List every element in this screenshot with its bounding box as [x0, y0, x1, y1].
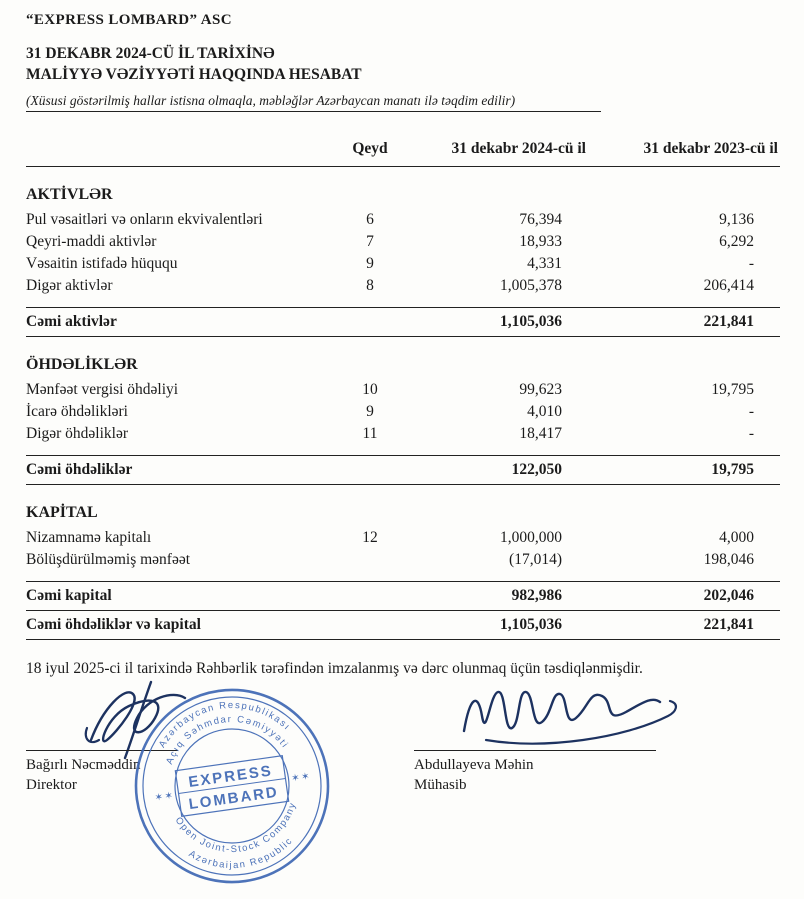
stamp-brand-line1: EXPRESS [187, 762, 274, 791]
row-value-2024: 1,000,000 [500, 528, 562, 546]
stamp-star-outer-left-icon: ✶ [154, 791, 164, 804]
company-name: “EXPRESS LOMBARD” ASC [26, 12, 232, 28]
row-value-2024: 18,417 [519, 424, 562, 442]
row-value-2023: 9,136 [719, 210, 754, 228]
row-value-2023: 19,795 [711, 380, 754, 398]
row-label: İcarə öhdəlikləri [26, 402, 128, 420]
grand-total-value-2023: 221,841 [703, 615, 754, 633]
company-stamp [119, 673, 345, 899]
statement-date-line: 31 DEKABR 2024-CÜ İL TARİXİNƏ [26, 45, 275, 62]
row-value-2023: - [748, 424, 754, 442]
director-signatory [26, 755, 141, 795]
column-header-2024: 31 dekabr 2024-cü il [451, 139, 586, 157]
row-value-2024: 4,331 [527, 254, 562, 272]
total-value-2023: 19,795 [711, 460, 754, 478]
section-heading-assets: AKTİVLƏR [26, 185, 113, 203]
row-label: Digər öhdəliklər [26, 424, 129, 442]
accountant-signatory [414, 755, 534, 795]
row-note-ref: 9 [366, 402, 374, 420]
table-row [26, 275, 780, 297]
grand-total-label: Cəmi öhdəliklər və kapital [26, 615, 201, 633]
row-value-2023: 6,292 [719, 232, 754, 250]
accountant-signature-line [414, 750, 656, 751]
grand-total-value-2024: 1,105,036 [500, 615, 562, 633]
row-note-ref: 6 [366, 210, 374, 228]
director-title: Direktor [26, 776, 77, 793]
row-label: Pul vəsaitləri və onların ekvivalentləri [26, 210, 263, 228]
assets-rows [26, 209, 780, 297]
stamp-arc-company-type-az: Açıq Səhmdar Cəmiyyəti [164, 713, 291, 766]
column-header-2023: 31 dekabr 2023-cü il [643, 139, 778, 157]
row-value-2023: - [748, 254, 754, 272]
row-label: Mənfəət vergisi öhdəliyi [26, 380, 179, 398]
row-note-ref: 9 [366, 254, 374, 272]
table-row [26, 379, 780, 401]
total-value-2024: 122,050 [511, 460, 562, 478]
row-label: Nizamnamə kapitalı [26, 528, 152, 546]
capital-rows [26, 527, 780, 571]
section-heading-capital: KAPİTAL [26, 503, 98, 521]
row-note-ref: 12 [362, 528, 378, 546]
total-label: Cəmi öhdəliklər [26, 460, 133, 478]
table-row [26, 549, 780, 571]
stamp-arc-country-en: Azərbaijan Republic [186, 834, 296, 871]
row-value-2024: 4,010 [527, 402, 562, 420]
row-value-2023: 198,046 [703, 550, 754, 568]
statement-title [26, 44, 780, 86]
row-value-2024: 99,623 [519, 380, 562, 398]
row-value-2024: 76,394 [519, 210, 562, 228]
total-label: Cəmi aktivlər [26, 312, 117, 330]
table-row [26, 527, 780, 549]
accountant-title: Mühasib [414, 776, 467, 793]
total-value-2023: 221,841 [703, 312, 754, 330]
row-value-2024: 1,005,378 [500, 276, 562, 294]
total-label: Cəmi kapital [26, 586, 112, 604]
currency-note: (Xüsusi göstərilmiş hallar istisna olmaqla, məbləğlər Azərbaycan manatı ilə təqdim edilir) [26, 93, 601, 112]
table-row [26, 253, 780, 275]
table-row [26, 401, 780, 423]
stamp-arc-company-type-en: Open Joint-Stock Company [172, 800, 299, 855]
row-note-ref: 8 [366, 276, 374, 294]
statement-name-line: MALİYYƏ VƏZİYYƏTİ HAQQINDA HESABAT [26, 65, 362, 83]
table-header-row [26, 138, 780, 167]
total-row-assets [26, 307, 780, 337]
total-row-liabilities [26, 455, 780, 485]
total-value-2024: 982,986 [511, 586, 562, 604]
accountant-signature [456, 676, 686, 758]
liabilities-rows [26, 379, 780, 445]
stamp-star-outer-right-icon: ✶ [300, 771, 311, 784]
row-label: Vəsaitin istifadə hüququ [26, 254, 178, 272]
director-name: Bağırlı Nəcməddin [26, 756, 141, 773]
stamp-star-left-icon: ✶ [163, 790, 174, 803]
approval-statement: 18 iyul 2025-ci il tarixində Rəhbərlik tərəfindən imzalanmış və dərc olunmaq üçün təsdiqlənmişdir. [26, 659, 643, 677]
total-value-2023: 202,046 [703, 586, 754, 604]
accountant-name: Abdullayeva Məhin [414, 756, 534, 773]
signature-area [26, 684, 780, 874]
table-row [26, 423, 780, 445]
row-note-ref: 10 [362, 380, 378, 398]
row-note-ref: 7 [366, 232, 374, 250]
stamp-brand-line2: LOMBARD [187, 783, 280, 813]
row-label: Digər aktivlər [26, 276, 113, 294]
balance-sheet-table [26, 138, 780, 640]
row-value-2024: (17,014) [509, 550, 562, 568]
row-label: Bölüşdürülməmiş mənfəət [26, 550, 191, 568]
section-heading-liabilities: ÖHDƏLİKLƏR [26, 355, 138, 373]
stamp-star-right-icon: ✶ [290, 772, 301, 785]
row-value-2023: - [748, 402, 754, 420]
total-value-2024: 1,105,036 [500, 312, 562, 330]
row-value-2023: 4,000 [719, 528, 754, 546]
grand-total-row [26, 611, 780, 640]
stamp-arc-country-az: Azərbaycan Respublikası [156, 699, 293, 750]
table-row [26, 209, 780, 231]
row-value-2024: 18,933 [519, 232, 562, 250]
table-row [26, 231, 780, 253]
row-value-2023: 206,414 [703, 276, 754, 294]
row-note-ref: 11 [362, 424, 378, 442]
row-label: Qeyri-maddi aktivlər [26, 232, 157, 250]
column-header-note: Qeyd [352, 139, 388, 157]
total-row-capital [26, 581, 780, 611]
